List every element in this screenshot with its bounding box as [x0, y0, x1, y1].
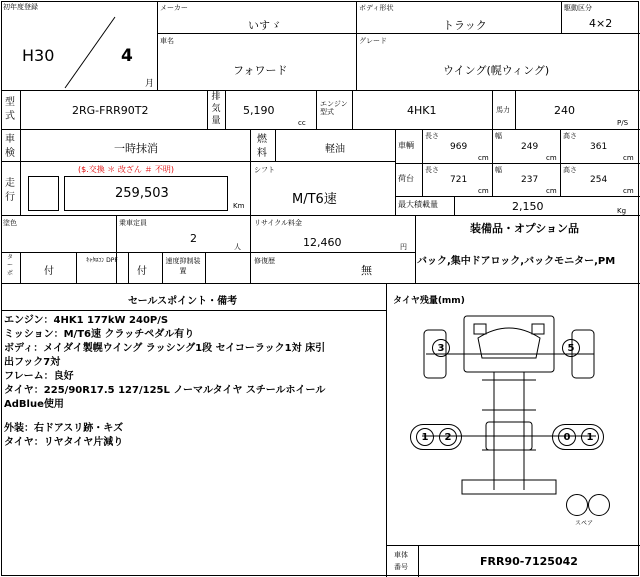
sales-line: 出フック7対 [4, 357, 61, 368]
sales-line: ミッション：M/T6速 クラッチペダル有り [4, 329, 195, 340]
repair-label: 修復歴 [254, 257, 275, 265]
first-reg-label: 初年度登録 [3, 3, 38, 11]
fuel-label: 燃料 [257, 134, 267, 159]
shift-label: シフト [254, 166, 275, 174]
cargo-dim-label: 荷台 [398, 174, 414, 183]
chassis-label: 車体番号 [394, 551, 408, 571]
displacement-value: 5,190 [243, 104, 275, 117]
cargo-height: 254 [590, 175, 608, 185]
grade-label: グレード [359, 37, 387, 45]
sales-line: AdBlue使用 [4, 399, 64, 410]
tire-front-left: 3 [432, 339, 450, 357]
vehicle-length: 969 [450, 142, 468, 152]
capacity-label: 乗車定員 [119, 219, 147, 227]
capacity-value: 2 [190, 232, 197, 245]
type-label: 型式 [5, 97, 15, 122]
mileage-label: 走行 [5, 178, 15, 203]
cm-unit-1: cm [478, 154, 489, 162]
model-label: 車名 [160, 37, 174, 45]
cm-unit-2: cm [546, 154, 557, 162]
tire-rear-left-outer: 1 [416, 428, 434, 446]
color-label: 塗色 [3, 219, 17, 227]
inspection-value: 一時抹消 [114, 142, 158, 155]
maker-value: いすゞ [248, 19, 281, 32]
mileage-value: 259,503 [115, 186, 169, 201]
rear-right-wheel-frame [552, 424, 604, 450]
rear-left-wheel-frame [410, 424, 462, 450]
sales-line [4, 412, 384, 422]
cargo-length: 721 [450, 175, 468, 185]
shift-value: M/T6速 [292, 192, 337, 207]
fuel-value: 軽油 [325, 144, 345, 155]
vehicle-dim-label: 車輌 [398, 141, 414, 150]
equipment-title: 装備品・オプション品 [470, 222, 580, 235]
vehicle-length-label: 長さ [425, 132, 439, 140]
payload-label: 最大積載量 [398, 200, 438, 209]
equipment-list: バック,集中ドアロック,バックモニター,PM [417, 256, 616, 267]
km-unit: Km [233, 202, 245, 210]
spare-tire-1 [566, 494, 588, 516]
body-label: ボディ形状 [359, 4, 394, 12]
turbo-value: 付 [44, 266, 54, 277]
ps-unit: P/S [617, 119, 629, 127]
engine-label: エンジン型式 [320, 100, 348, 116]
cm-unit-5: cm [546, 187, 557, 195]
model-value: フォワード [233, 64, 288, 77]
month-unit: 月 [145, 79, 155, 89]
limiter-label: 速度抑制装置 [165, 257, 201, 275]
kg-unit: Kg [617, 207, 627, 215]
power-value: 240 [554, 104, 575, 117]
recycle-value: 12,460 [303, 236, 342, 249]
displacement-label: 排気量 [211, 92, 221, 126]
sales-line: 外装：右ドアスリ跡・キズ [4, 423, 124, 434]
type-value: 2RG-FRR90T2 [72, 104, 149, 117]
vehicle-width: 249 [521, 142, 539, 152]
reg-year: H30 [22, 46, 55, 65]
spare-label: スペア [575, 520, 594, 527]
tire-rear-right-outer: 1 [581, 428, 599, 446]
cc-unit: cc [298, 119, 306, 127]
tire-rear-right-inner: 0 [558, 428, 576, 446]
sales-line: タイヤ：リヤタイヤ片減り [4, 437, 124, 448]
yen-unit: 円 [400, 243, 407, 251]
tire-title: タイヤ残量(mm) [393, 296, 465, 306]
cm-unit-3: cm [623, 154, 634, 162]
sales-line: タイヤ：225/90R17.5 127/125L ノーマルタイヤ スチールホイール [4, 385, 326, 396]
sales-notes [4, 314, 384, 450]
mileage-note: ($.交換 ＊ 改ざん ＃ 不明) [78, 165, 175, 174]
mileage-check-box [28, 176, 59, 211]
sales-line: フレーム：良好 [4, 371, 74, 382]
vehicle-height-label: 高さ [563, 132, 577, 140]
chassis-number: FRR90-7125042 [480, 555, 578, 568]
cargo-height-label: 高さ [563, 166, 577, 174]
maker-label: メーカー [160, 4, 188, 12]
power-label: 馬力 [496, 106, 510, 114]
engine-value: 4HK1 [407, 104, 437, 117]
dpf-value: 付 [137, 266, 147, 277]
grade-value: ウイング(幌ウィング) [443, 64, 550, 77]
repair-value: 無 [361, 264, 372, 277]
inspection-label: 車検 [5, 134, 15, 159]
drive-value: 4×2 [589, 17, 613, 30]
tire-rear-left-inner: 2 [439, 428, 457, 446]
sales-line: エンジン：4HK1 177kW 240P/S [4, 315, 169, 326]
cm-unit-4: cm [478, 187, 489, 195]
tire-front-right: 5 [562, 339, 580, 357]
sales-line: ボディ：メイダイ製幌ウイング ラッシング1段 セイコーラック1対 床引 [4, 343, 326, 354]
dpf-label: ｷｬﾀﾛｺﾝ DPF [86, 257, 118, 264]
vehicle-width-label: 幅 [495, 132, 502, 140]
cargo-length-label: 長さ [425, 166, 439, 174]
cm-unit-6: cm [623, 187, 634, 195]
reg-month: 4 [121, 46, 133, 66]
turbo-label: ターボ [6, 254, 13, 277]
sales-title: セールスポイント・備考 [128, 296, 238, 307]
year-divider [60, 15, 120, 90]
recycle-label: リサイクル料金 [254, 219, 303, 227]
spare-tire-2 [588, 494, 610, 516]
drive-label: 駆動区分 [564, 4, 592, 12]
payload-value: 2,150 [512, 200, 544, 213]
person-unit: 人 [234, 243, 241, 251]
cargo-width: 237 [521, 175, 539, 185]
cargo-width-label: 幅 [495, 166, 502, 174]
body-value: トラック [443, 19, 487, 32]
vehicle-height: 361 [590, 142, 608, 152]
